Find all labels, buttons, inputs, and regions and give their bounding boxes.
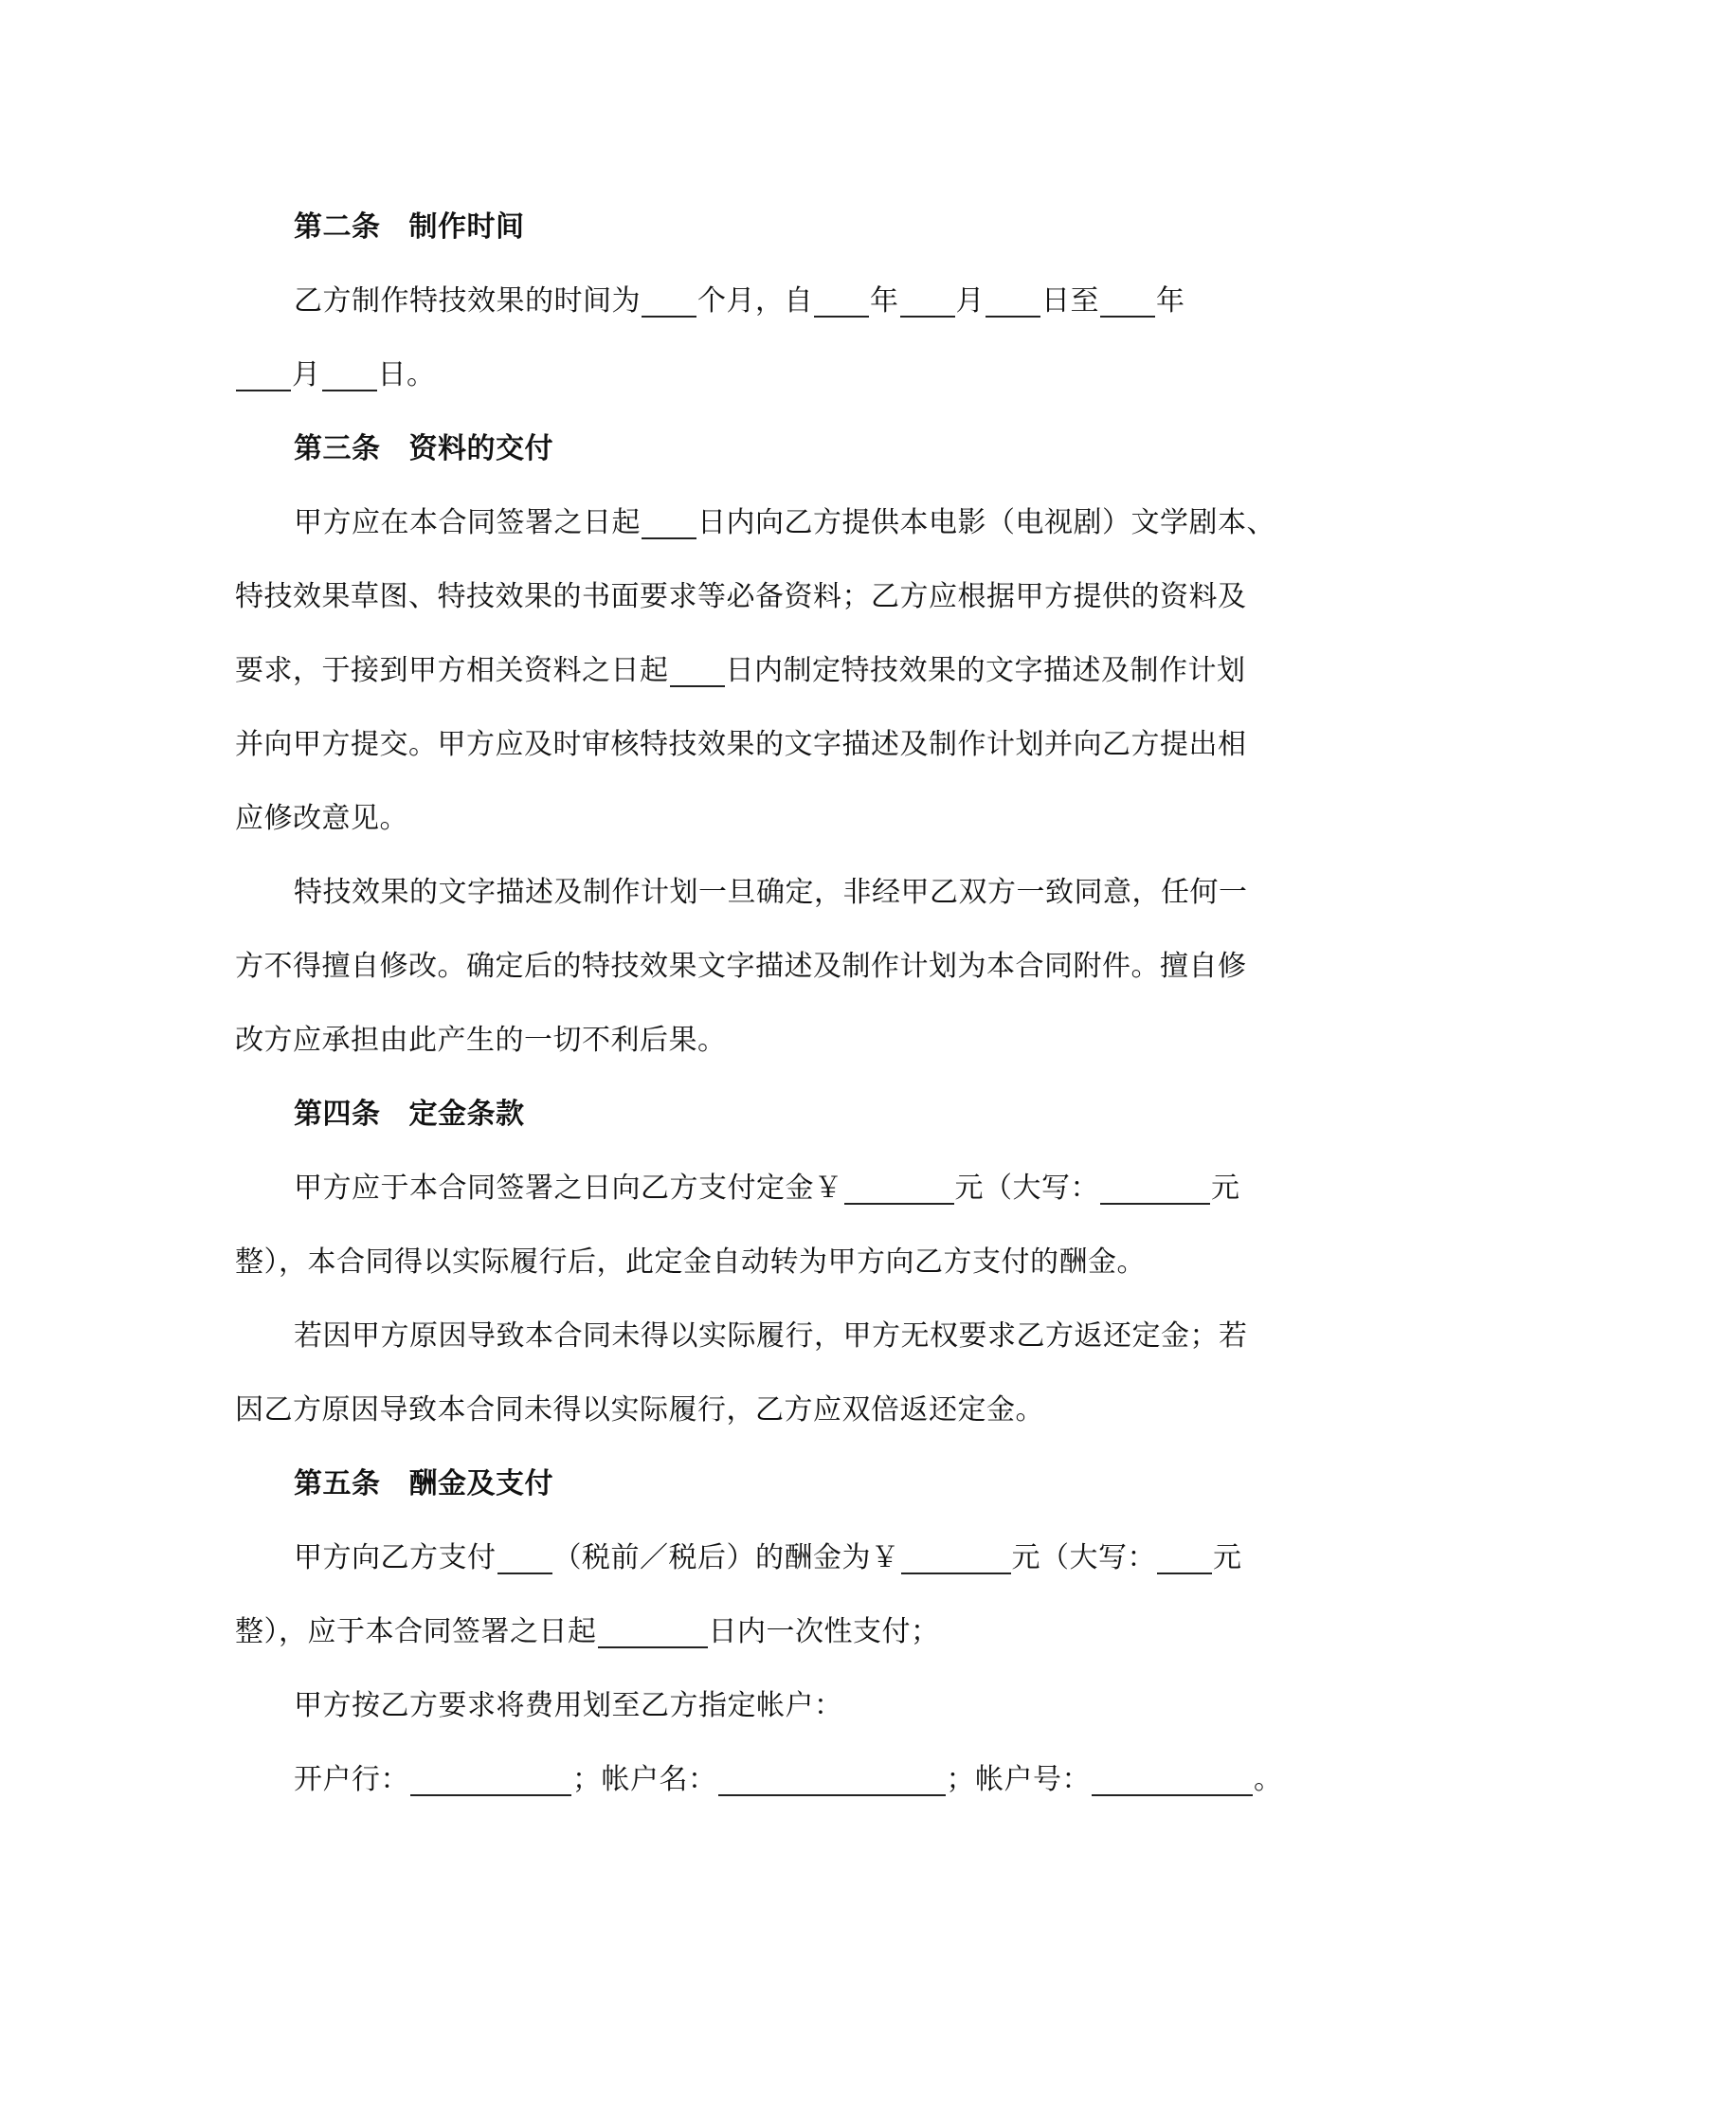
fill-blank-fee-amount[interactable] — [901, 1538, 1011, 1574]
text-segment: 日内向乙方提供本电影（电视剧）文学剧本、 — [697, 506, 1275, 539]
fill-blank-fee-amount-words[interactable] — [1157, 1538, 1212, 1574]
article-4-paragraph-line: 若因甲方原因导致本合同未得以实际履行，甲方无权要求乙方返还定金；若 — [294, 1319, 1248, 1353]
article-4-paragraph-line: 整），本合同得以实际履行后，此定金自动转为甲方向乙方支付的酬金。 — [235, 1245, 1146, 1279]
text-segment: 日内制定特技效果的文字描述及制作计划 — [725, 654, 1246, 687]
article-number: 第三条 — [294, 432, 381, 465]
article-3-paragraph-line: 改方应承担由此产生的一切不利后果。 — [235, 1024, 727, 1057]
text-segment: 整），应于本合同签署之日起 — [235, 1615, 597, 1648]
article-4-paragraph-line — [235, 1160, 1239, 1217]
text-segment: 年 — [1156, 284, 1185, 318]
fill-blank-end-month[interactable] — [236, 355, 291, 391]
fill-blank-bank[interactable] — [410, 1760, 571, 1796]
text-segment: 元 — [1211, 1172, 1240, 1205]
account-name-label: ；帐户名： — [572, 1763, 717, 1796]
text-segment: 日至 — [1041, 284, 1099, 318]
fill-blank-deposit-amount-words[interactable] — [1100, 1169, 1210, 1205]
article-title: 定金条款 — [408, 1098, 525, 1131]
article-2-paragraph-line — [235, 347, 1239, 404]
fill-blank-start-month[interactable] — [900, 282, 955, 318]
article-3-paragraph-line — [235, 495, 1275, 552]
fill-blank-start-day[interactable] — [986, 282, 1040, 318]
text-segment: 甲方应在本合同签署之日起 — [294, 506, 641, 539]
article-5-paragraph-line — [235, 1604, 1239, 1661]
bank-label: 开户行： — [294, 1763, 409, 1796]
article-3-paragraph-line: 特技效果草图、特技效果的书面要求等必备资料；乙方应根据甲方提供的资料及 — [235, 580, 1247, 613]
account-number-label: ；帐户号： — [946, 1763, 1091, 1796]
text-segment: 甲方应于本合同签署之日向乙方支付定金￥ — [294, 1172, 843, 1205]
text-segment: 月 — [955, 284, 985, 318]
fill-blank-start-year[interactable] — [814, 282, 869, 318]
article-5-account-line — [235, 1752, 1283, 1809]
article-title: 资料的交付 — [408, 432, 553, 465]
text-segment: 日。 — [377, 358, 436, 391]
article-3-paragraph-line: 特技效果的文字描述及制作计划一旦确定，非经甲乙双方一致同意，任何一 — [294, 876, 1248, 909]
article-2-paragraph-line — [235, 273, 1239, 330]
fill-blank-payment-days[interactable] — [598, 1612, 708, 1648]
fill-blank-months[interactable] — [642, 282, 696, 318]
text-segment: 元（大写： — [954, 1172, 1099, 1205]
article-4-paragraph-line: 因乙方原因导致本合同未得以实际履行，乙方应双倍返还定金。 — [235, 1393, 1044, 1427]
fill-blank-deposit-amount[interactable] — [844, 1169, 954, 1205]
article-5-heading — [235, 1456, 1239, 1513]
fill-blank-tax-option[interactable] — [497, 1538, 552, 1574]
text-segment: 月 — [292, 358, 321, 391]
text-segment: 要求，于接到甲方相关资料之日起 — [235, 654, 669, 687]
text-segment: 年 — [870, 284, 899, 318]
article-title: 制作时间 — [408, 210, 525, 244]
fill-blank-account-number[interactable] — [1092, 1760, 1253, 1796]
article-4-heading — [235, 1086, 1239, 1143]
fill-blank-days[interactable] — [642, 503, 696, 539]
article-5-paragraph-line — [235, 1530, 1242, 1587]
fill-blank-end-year[interactable] — [1100, 282, 1155, 318]
fill-blank-end-day[interactable] — [322, 355, 377, 391]
text-segment: 乙方制作特技效果的时间为 — [294, 284, 641, 318]
article-3-paragraph-line: 方不得擅自修改。确定后的特技效果文字描述及制作计划为本合同附件。擅自修 — [235, 950, 1247, 983]
article-3-paragraph-line — [235, 643, 1246, 700]
article-title: 酬金及支付 — [408, 1467, 553, 1500]
fill-blank-account-name[interactable] — [718, 1760, 946, 1796]
article-3-heading — [235, 421, 1239, 478]
text-segment: 元（大写： — [1011, 1541, 1156, 1574]
article-number: 第五条 — [294, 1467, 381, 1500]
fill-blank-days[interactable] — [670, 651, 725, 687]
text-segment: 甲方向乙方支付 — [294, 1541, 497, 1574]
text-segment: 个月，自 — [697, 284, 813, 318]
text-segment: （税前／税后）的酬金为￥ — [552, 1541, 900, 1574]
article-5-paragraph-line: 甲方按乙方要求将费用划至乙方指定帐户： — [294, 1689, 843, 1722]
text-segment: 日内一次性支付； — [708, 1615, 940, 1648]
article-3-paragraph-line: 并向甲方提交。甲方应及时审核特技效果的文字描述及制作计划并向乙方提出相 — [235, 728, 1247, 761]
text-segment: 元 — [1213, 1541, 1242, 1574]
text-segment: 。 — [1254, 1763, 1283, 1796]
article-number: 第四条 — [294, 1098, 381, 1131]
article-2-heading — [235, 199, 1239, 256]
article-3-paragraph-line: 应修改意见。 — [235, 802, 408, 835]
article-number: 第二条 — [294, 210, 381, 244]
